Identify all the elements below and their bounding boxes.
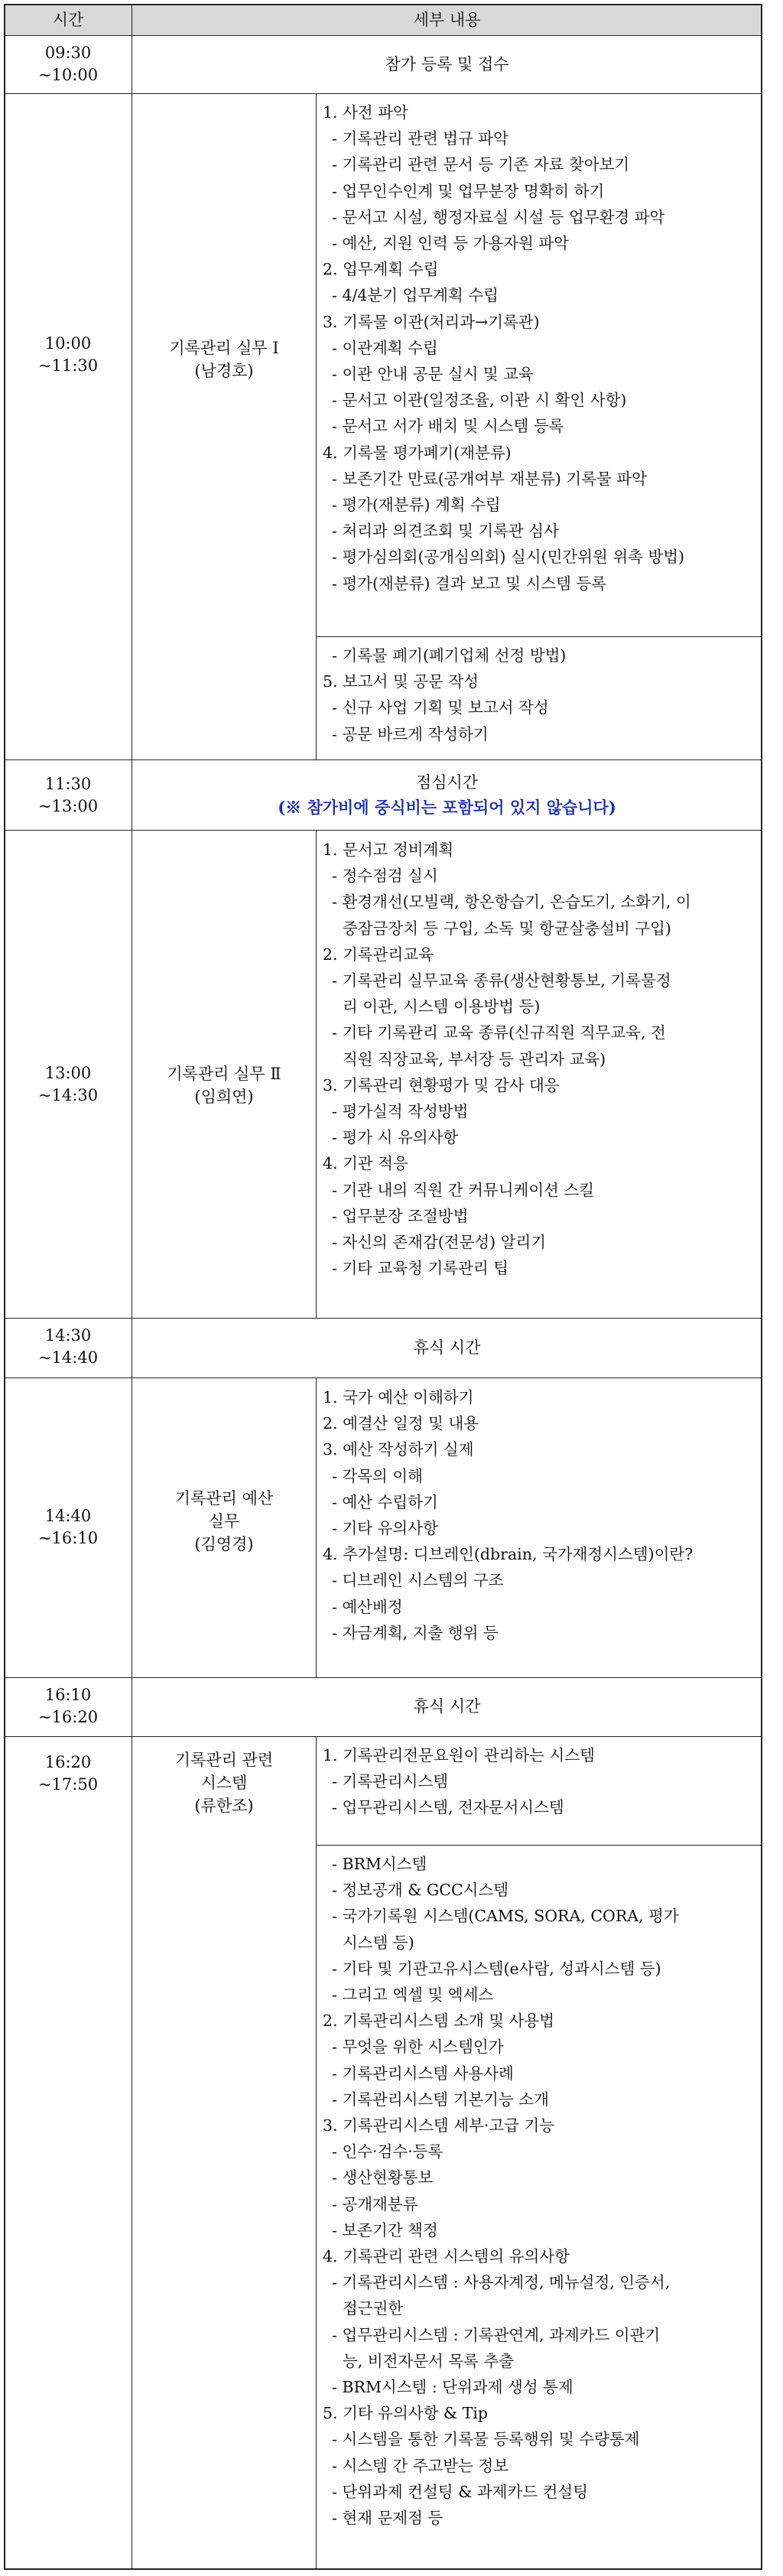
break-1-label: 휴식 시간 (413, 1338, 481, 1357)
session-3-details (323, 1384, 757, 1646)
detail-item: - 그리고 엑셀 및 엑세스 (332, 1986, 494, 2005)
detail-item: - 평가 시 유의사항 (332, 1128, 459, 1147)
session-3-title: 기록관리 예산 실무 (김영경) (174, 1489, 274, 1553)
row-time-1620: 16:20 ~17:50 (37, 1753, 99, 1794)
detail-item: - 평가(재분류) 결과 보고 및 시스템 등록 (332, 574, 607, 593)
detail-heading: 4. 기관 적응 (323, 1154, 408, 1173)
detail-item: - 4/4분기 업무계획 수립 (332, 286, 499, 305)
detail-item: - 예산, 지원 인력 등 가용자원 파악 (332, 234, 569, 253)
row-time-1300: 13:00 ~14:30 (37, 1064, 99, 1104)
detail-item: - 평가실적 작성방법 (332, 1102, 469, 1121)
detail-item: - 기록관리 실무교육 종류(생산현황통보, 기록물정 (332, 971, 671, 990)
detail-heading: 2. 예결산 일정 및 내용 (323, 1414, 479, 1433)
detail-heading: 1. 기록관리전문요원이 관리하는 시스템 (323, 1746, 595, 1764)
break-2-label: 휴식 시간 (413, 1697, 481, 1716)
detail-item: 직원 직장교육, 부서장 등 관리자 교육) (343, 1049, 606, 1068)
detail-item: - 업무분장 조절방법 (332, 1206, 469, 1225)
session-4-details-cont (323, 1851, 757, 2531)
lunch-label: 점심시간 (415, 773, 479, 792)
detail-item: - 문서고 시설, 행정자료실 시설 등 업무환경 파악 (332, 207, 665, 226)
session-1-title: 기록관리 실무 Ⅰ (남경호) (169, 339, 279, 380)
detail-heading: 4. 추가설명: 디브레인(dbrain, 국가재정시스템)이란? (323, 1545, 694, 1564)
detail-item: - 기록관리시스템 사용사례 (332, 2064, 514, 2083)
detail-item: - 기록관리시스템 기본기능 소개 (332, 2090, 549, 2109)
detail-item: - 기록관리시스템 : 사용자계정, 메뉴설정, 인증서, (332, 2273, 671, 2292)
detail-item: - 기록관리 관련 문서 등 기존 자료 찾아보기 (332, 155, 630, 174)
session-4-details (323, 1742, 757, 1821)
session-4-title: 기록관리 관련 시스템 (류한조) (174, 1751, 274, 1815)
detail-item: - 보존기간 책정 (332, 2220, 438, 2239)
detail-item: - 인수·검수·등록 (332, 2142, 443, 2161)
detail-item: - 각목의 이해 (332, 1466, 423, 1485)
detail-item: - 업무관리시스템 : 기록관연계, 과제카드 이관기 (332, 2325, 661, 2344)
registration-label: 참가 등록 및 접수 (385, 55, 509, 73)
row-time-1430: 14:30 ~14:40 (37, 1326, 99, 1367)
detail-heading: 1. 문서고 정비계획 (323, 841, 454, 859)
detail-item: - 예산배정 (332, 1597, 403, 1616)
detail-item: - 정보공개 & GCC시스템 (332, 1881, 509, 1900)
detail-item: - 자금계획, 지출 행위 등 (332, 1623, 499, 1642)
detail-item: 시스템 등) (343, 1933, 414, 1952)
lunch-note: (※ 참가비에 중식비는 포함되어 있지 않습니다) (278, 798, 616, 817)
detail-item: 접근권한 (343, 2299, 404, 2318)
detail-heading: 2. 기록관리시스템 소개 및 사용법 (323, 2012, 555, 2031)
detail-item: - 예산 수립하기 (332, 1492, 438, 1511)
detail-item: - 업무관리시스템, 전자문서시스템 (332, 1798, 564, 1817)
detail-item: - 문서고 이관(일정조율, 이관 시 확인 사항) (332, 391, 627, 410)
detail-item: - 기타 교육청 기록관리 팁 (332, 1259, 509, 1278)
detail-item: - 기타 기록관리 교육 종류(신규직원 직무교육, 전 (332, 1023, 666, 1042)
detail-item: - 평가심의회(공개심의회) 실시(민간위원 위촉 방법) (332, 548, 685, 567)
detail-heading: 3. 예산 작성하기 실제 (323, 1440, 474, 1459)
detail-item: - BRM시스템 (332, 1855, 427, 1873)
header-time: 시간 (52, 11, 84, 29)
detail-item: - 문서고 서가 배치 및 시스템 등록 (332, 417, 564, 436)
detail-heading: 1. 사전 파악 (323, 103, 408, 122)
detail-heading: 3. 기록물 이관(처리과→기록관) (323, 312, 540, 331)
row-time-1000: 10:00 ~11:30 (37, 334, 99, 375)
detail-heading: 1. 국가 예산 이해하기 (323, 1388, 474, 1407)
detail-heading: 2. 기록관리교육 (323, 945, 434, 964)
detail-item: - 신규 사업 기획 및 보고서 작성 (332, 698, 549, 717)
detail-item: - 기록관리 관련 법규 파악 (332, 129, 509, 148)
session-2-title: 기록관리 실무 Ⅱ (임희연) (167, 1065, 281, 1106)
session-1-details-cont (323, 642, 757, 747)
detail-item: 중잠금장치 등 구입, 소독 및 항균살충설비 구입) (343, 919, 671, 938)
detail-item: - 보존기간 만료(공개여부 재분류) 기록물 파악 (332, 469, 647, 488)
detail-heading: 3. 기록관리시스템 세부·고급 기능 (323, 2116, 555, 2135)
detail-item: - 정수점검 실시 (332, 867, 438, 886)
detail-heading: 2. 업무계획 수립 (323, 260, 439, 279)
detail-heading: 4. 기록물 평가폐기(재분류) (323, 443, 512, 462)
row-time-1610: 16:10 ~16:20 (37, 1686, 99, 1726)
detail-item: - 기록관리시스템 (332, 1772, 449, 1791)
detail-item: - 현재 문제점 등 (332, 2509, 443, 2528)
detail-item: - 공문 바르게 작성하기 (332, 724, 489, 743)
detail-item: - 생산현황통보 (332, 2168, 434, 2187)
row-time-0930: 09:30 ~10:00 (37, 44, 99, 84)
detail-item: - 이관 안내 공문 실시 및 교육 (332, 365, 534, 384)
detail-item: 능, 비전자문서 목록 추출 (343, 2351, 515, 2370)
detail-item: - 이관계획 수립 (332, 338, 438, 357)
detail-item: - 시스템 간 주고받는 정보 (332, 2456, 509, 2475)
detail-heading: 5. 기타 유의사항 & Tip (323, 2404, 489, 2423)
detail-item: - 처리과 의견조회 및 기록관 심사 (332, 522, 559, 541)
detail-item: - BRM시스템 : 단위과제 생성 통제 (332, 2378, 573, 2397)
detail-item: - 기타 및 기관고유시스템(e사람, 성과시스템 등) (332, 1959, 661, 1978)
detail-item: - 환경개선(모빌랙, 항온항습기, 온습도기, 소화기, 이 (332, 893, 691, 912)
header-content: 세부 내용 (413, 11, 481, 29)
detail-item: - 기록물 폐기(폐기업체 선정 방법) (332, 646, 567, 665)
detail-item: - 기타 유의사항 (332, 1519, 438, 1538)
detail-item: - 단위과제 컨설팅 & 과제카드 컨설팅 (332, 2482, 588, 2501)
detail-item: - 자신의 존재감(전문성) 알리기 (332, 1233, 547, 1252)
detail-item: - 시스템을 통한 기록물 등록행위 및 수량통제 (332, 2430, 640, 2449)
detail-item: - 평가(재분류) 계획 수립 (332, 496, 501, 515)
detail-heading: 4. 기록관리 관련 시스템의 유의사항 (323, 2247, 570, 2266)
detail-heading: 5. 보고서 및 공문 작성 (323, 672, 479, 691)
detail-item: - 업무인수인계 및 업무분장 명확히 하기 (332, 181, 605, 200)
row-time-1440: 14:40 ~16:10 (37, 1507, 99, 1547)
detail-item: - 국가기록원 시스템(CAMS, SORA, CORA, 평가 (332, 1907, 679, 1926)
detail-heading: 3. 기록관리 현황평가 및 감사 대응 (323, 1075, 560, 1094)
row-time-1130: 11:30 ~13:00 (37, 775, 99, 815)
detail-item: - 공개재분류 (332, 2194, 418, 2213)
detail-item: - 기관 내의 직원 간 커뮤니케이션 스킬 (332, 1180, 595, 1199)
session-1-details (323, 99, 757, 597)
detail-item: 리 이관, 시스템 이용방법 등) (343, 997, 541, 1016)
detail-item: - 디브레인 시스템의 구조 (332, 1571, 504, 1590)
detail-item: - 무엇을 위한 시스템인가 (332, 2038, 504, 2057)
session-2-details (323, 837, 757, 1281)
